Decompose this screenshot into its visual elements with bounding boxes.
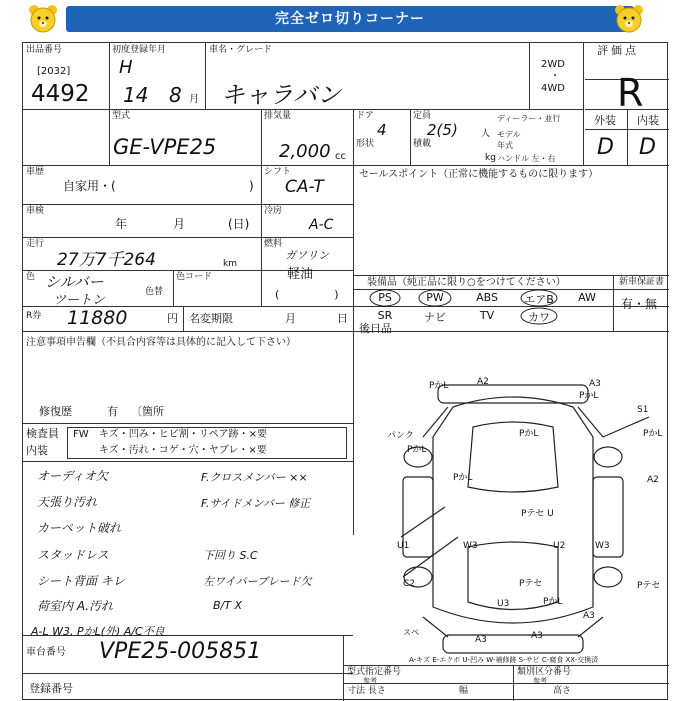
- equip-abs: ABS: [476, 291, 498, 304]
- repair-place: 〔箇所: [131, 405, 164, 418]
- equip-aw: AW: [578, 291, 596, 304]
- bear-mascot-icon: [26, 3, 60, 35]
- car-name-value: キャラバン: [221, 81, 341, 109]
- dmg-label-6: パンク: [387, 431, 414, 441]
- first-reg-era: H: [119, 57, 133, 78]
- bear-mascot-icon: [612, 3, 646, 35]
- notes-header: 注意事項申告欄（不具合内容等は具体的に記入して下さい）: [26, 337, 296, 348]
- first-reg-month: 8: [169, 83, 182, 107]
- fuel-other: ( ): [275, 288, 339, 301]
- capacity-unit: 人: [481, 129, 491, 139]
- note-2: 天張り汚れ: [37, 495, 98, 509]
- inspection-year: 年: [115, 217, 128, 231]
- vin-value: VPE25-005851: [99, 639, 262, 664]
- inspection-label: 車検: [26, 206, 45, 216]
- model-value: GE-VPE25: [113, 135, 217, 159]
- load-unit: kg: [485, 153, 496, 163]
- warranty-label: 新車保証書: [619, 277, 665, 287]
- dmg-label-23: A3: [531, 631, 543, 641]
- r-ticket-label: R券: [26, 311, 42, 321]
- equip-airbag: エアB: [524, 293, 554, 306]
- equip-leather: カワ: [528, 311, 550, 324]
- drive-dot: ・: [550, 71, 560, 82]
- dmg-label-17: C2: [403, 579, 416, 589]
- aircon-value: A-C: [309, 217, 334, 233]
- dmg-label-10: A2: [647, 475, 659, 485]
- dmg-label-2: A2: [477, 377, 489, 387]
- dmg-label-12: Pテセ U: [521, 509, 554, 519]
- r-ticket-value: 11880: [67, 307, 128, 329]
- note-1: オーディオ欠: [37, 469, 109, 483]
- warranty-value: 有・無: [621, 297, 658, 311]
- displacement-unit: cc: [335, 151, 346, 162]
- lot-code: [2032]: [37, 66, 71, 77]
- dmg-label-25: スペ: [403, 628, 419, 637]
- doors-value: 4: [377, 121, 387, 139]
- color-code-label: 色コード: [176, 272, 213, 282]
- reg-no-label: 登録番号: [29, 682, 73, 695]
- dmg-label-18: Pテセ: [519, 579, 543, 589]
- note-6: 荷室内 A.汚れ: [37, 599, 114, 613]
- dealer-label: ディーラー・並行: [497, 114, 561, 123]
- inspector-fw-items: キズ・凹み・ヒビ割・リペア跡・×要: [99, 429, 267, 440]
- car-name-label: 車名・グレード: [209, 45, 273, 55]
- dmg-label-7: PかL: [407, 445, 427, 455]
- dmg-label-4: PかL: [579, 391, 599, 401]
- name-change-day: 日: [337, 312, 348, 325]
- exterior-grade: D: [597, 135, 614, 160]
- banner-title: 完全ゼロ切りコーナー: [275, 11, 425, 27]
- inspection-day: (日): [228, 217, 250, 231]
- dmg-label-14: W3: [463, 541, 478, 551]
- shift-value: CA-T: [285, 177, 324, 197]
- note-5: シート背面 キレ: [37, 574, 125, 588]
- dims-height: 高さ: [553, 686, 572, 696]
- displacement-label: 排気量: [264, 111, 292, 121]
- name-change-month: 月: [285, 312, 296, 325]
- car-damage-diagram: [363, 377, 663, 661]
- inspector-int-items: キズ・汚れ・コゲ・穴・ヤブレ・×要: [99, 445, 267, 456]
- equipment-circles: [363, 289, 613, 329]
- mileage-label: 走行: [26, 239, 45, 249]
- back-seat-label: 後日品: [359, 322, 392, 335]
- equip-ps: PS: [378, 291, 392, 304]
- model-year-label: モデル年式: [497, 130, 521, 150]
- note-3: カーペット破れ: [37, 521, 122, 535]
- note-4: スタッドレス: [37, 548, 109, 562]
- fuel-gasoline: ガソリン: [285, 249, 329, 262]
- interior-grade: D: [639, 135, 656, 160]
- drive-4wd: 4WD: [541, 83, 565, 94]
- usage-label: 車歴: [26, 167, 45, 177]
- lot-label: 出品番号: [26, 45, 63, 55]
- dmg-label-8: PかL: [519, 429, 539, 439]
- vin-label: 車台番号: [26, 647, 66, 658]
- dmg-label-21: Pテセ: [637, 581, 661, 591]
- note-right-5: B/T X: [213, 599, 243, 612]
- fuel-light-oil: 軽油: [287, 267, 314, 282]
- dmg-label-11: PかL: [453, 473, 473, 483]
- aircon-label: 冷房: [264, 206, 283, 216]
- dmg-label-24: A3: [475, 635, 487, 645]
- auction-sheet: [22, 42, 668, 700]
- equip-pw: PW: [426, 291, 444, 304]
- cert-cat-label: 類別区分番号: [517, 667, 572, 677]
- r-ticket-unit: 円: [167, 312, 178, 325]
- interior-label: 内装: [637, 114, 659, 127]
- drive-2wd: 2WD: [541, 59, 565, 70]
- capacity-value: 2(5): [427, 121, 458, 139]
- dmg-label-19: U3: [497, 599, 510, 609]
- cert-label: 型式指定番号: [347, 667, 402, 677]
- dims-label: 寸法 長さ: [347, 686, 386, 696]
- shape-label: 形状: [356, 139, 375, 149]
- equip-tv: TV: [479, 309, 495, 322]
- inspection-month: 月: [173, 217, 186, 231]
- exterior-label: 外装: [594, 114, 616, 127]
- dmg-label-13: U1: [397, 541, 410, 551]
- model-label: 型式: [112, 111, 131, 121]
- mileage-unit: km: [223, 259, 237, 269]
- first-reg-month-unit: 月: [189, 94, 199, 105]
- cert-cat-sub: 参考: [533, 677, 547, 685]
- steering-label: ハンドル 左・右: [497, 154, 556, 163]
- inspector-label: 検査員: [26, 427, 59, 440]
- color-value: シルバー: [45, 273, 104, 291]
- first-reg-label: 初度登録年月: [112, 45, 167, 55]
- usage-value: 自家用・(: [63, 179, 116, 193]
- load-label: 積載: [413, 139, 432, 149]
- mileage-value: 27万7千264: [57, 250, 156, 270]
- note-right-2: F.サイドメンバー 修正: [201, 497, 311, 510]
- lot-number: 4492: [31, 81, 90, 107]
- dmg-label-20: PかL: [543, 597, 563, 607]
- doors-label: ドア: [356, 111, 374, 121]
- grade-label: 評価点: [597, 44, 639, 57]
- repair-label: 修復歴: [39, 405, 72, 418]
- note-right-4: 左ワイパーブレード欠: [203, 575, 312, 588]
- dmg-label-9: PかL: [643, 429, 663, 439]
- color-label: 色: [26, 272, 36, 282]
- cert-sub: 参考: [363, 677, 377, 685]
- note-right-3: 下回り S.C: [203, 549, 258, 562]
- inspector-fw-label: FW: [73, 429, 89, 440]
- dims-width: 幅: [459, 686, 469, 696]
- displacement-value: 2,000: [279, 141, 331, 162]
- inspector-int-label: 内装: [26, 444, 48, 457]
- dmg-label-1: PかL: [429, 381, 449, 391]
- dmg-label-5: S1: [637, 405, 649, 415]
- dmg-label-3: A3: [589, 379, 601, 389]
- capacity-label: 定員: [413, 111, 432, 121]
- diagram-legend: A-キズ E-エクボ U-凹み W-補修跡 S-サビ C-腐食 XX-交換済: [409, 656, 599, 664]
- color-value-2: ツートン: [53, 293, 106, 308]
- first-reg-year: 14: [123, 83, 149, 107]
- repair-value: 有: [107, 405, 118, 418]
- name-change-label: 名変期限: [189, 312, 233, 325]
- dmg-label-15: U2: [553, 541, 566, 551]
- equip-sr: SR: [377, 309, 393, 322]
- note-right-1: F.クロスメンバー ××: [201, 471, 308, 484]
- fuel-label: 燃料: [264, 239, 283, 249]
- grade-value: R: [617, 71, 644, 115]
- color-swap-label: 色替: [145, 287, 164, 297]
- dmg-label-22: A3: [583, 611, 595, 621]
- shift-label: シフト: [264, 167, 292, 177]
- dmg-label-16: W3: [595, 541, 610, 551]
- equipment-label: 装備品（純正品に限り○をつけてください）: [367, 277, 566, 288]
- equip-navi: ナビ: [424, 311, 446, 324]
- note-7: A-L W3. PかL(外) A/C不良: [31, 625, 165, 638]
- sales-point-label: セールスポイント（正常に機能するものに限ります）: [359, 169, 599, 180]
- usage-close: ): [249, 179, 254, 193]
